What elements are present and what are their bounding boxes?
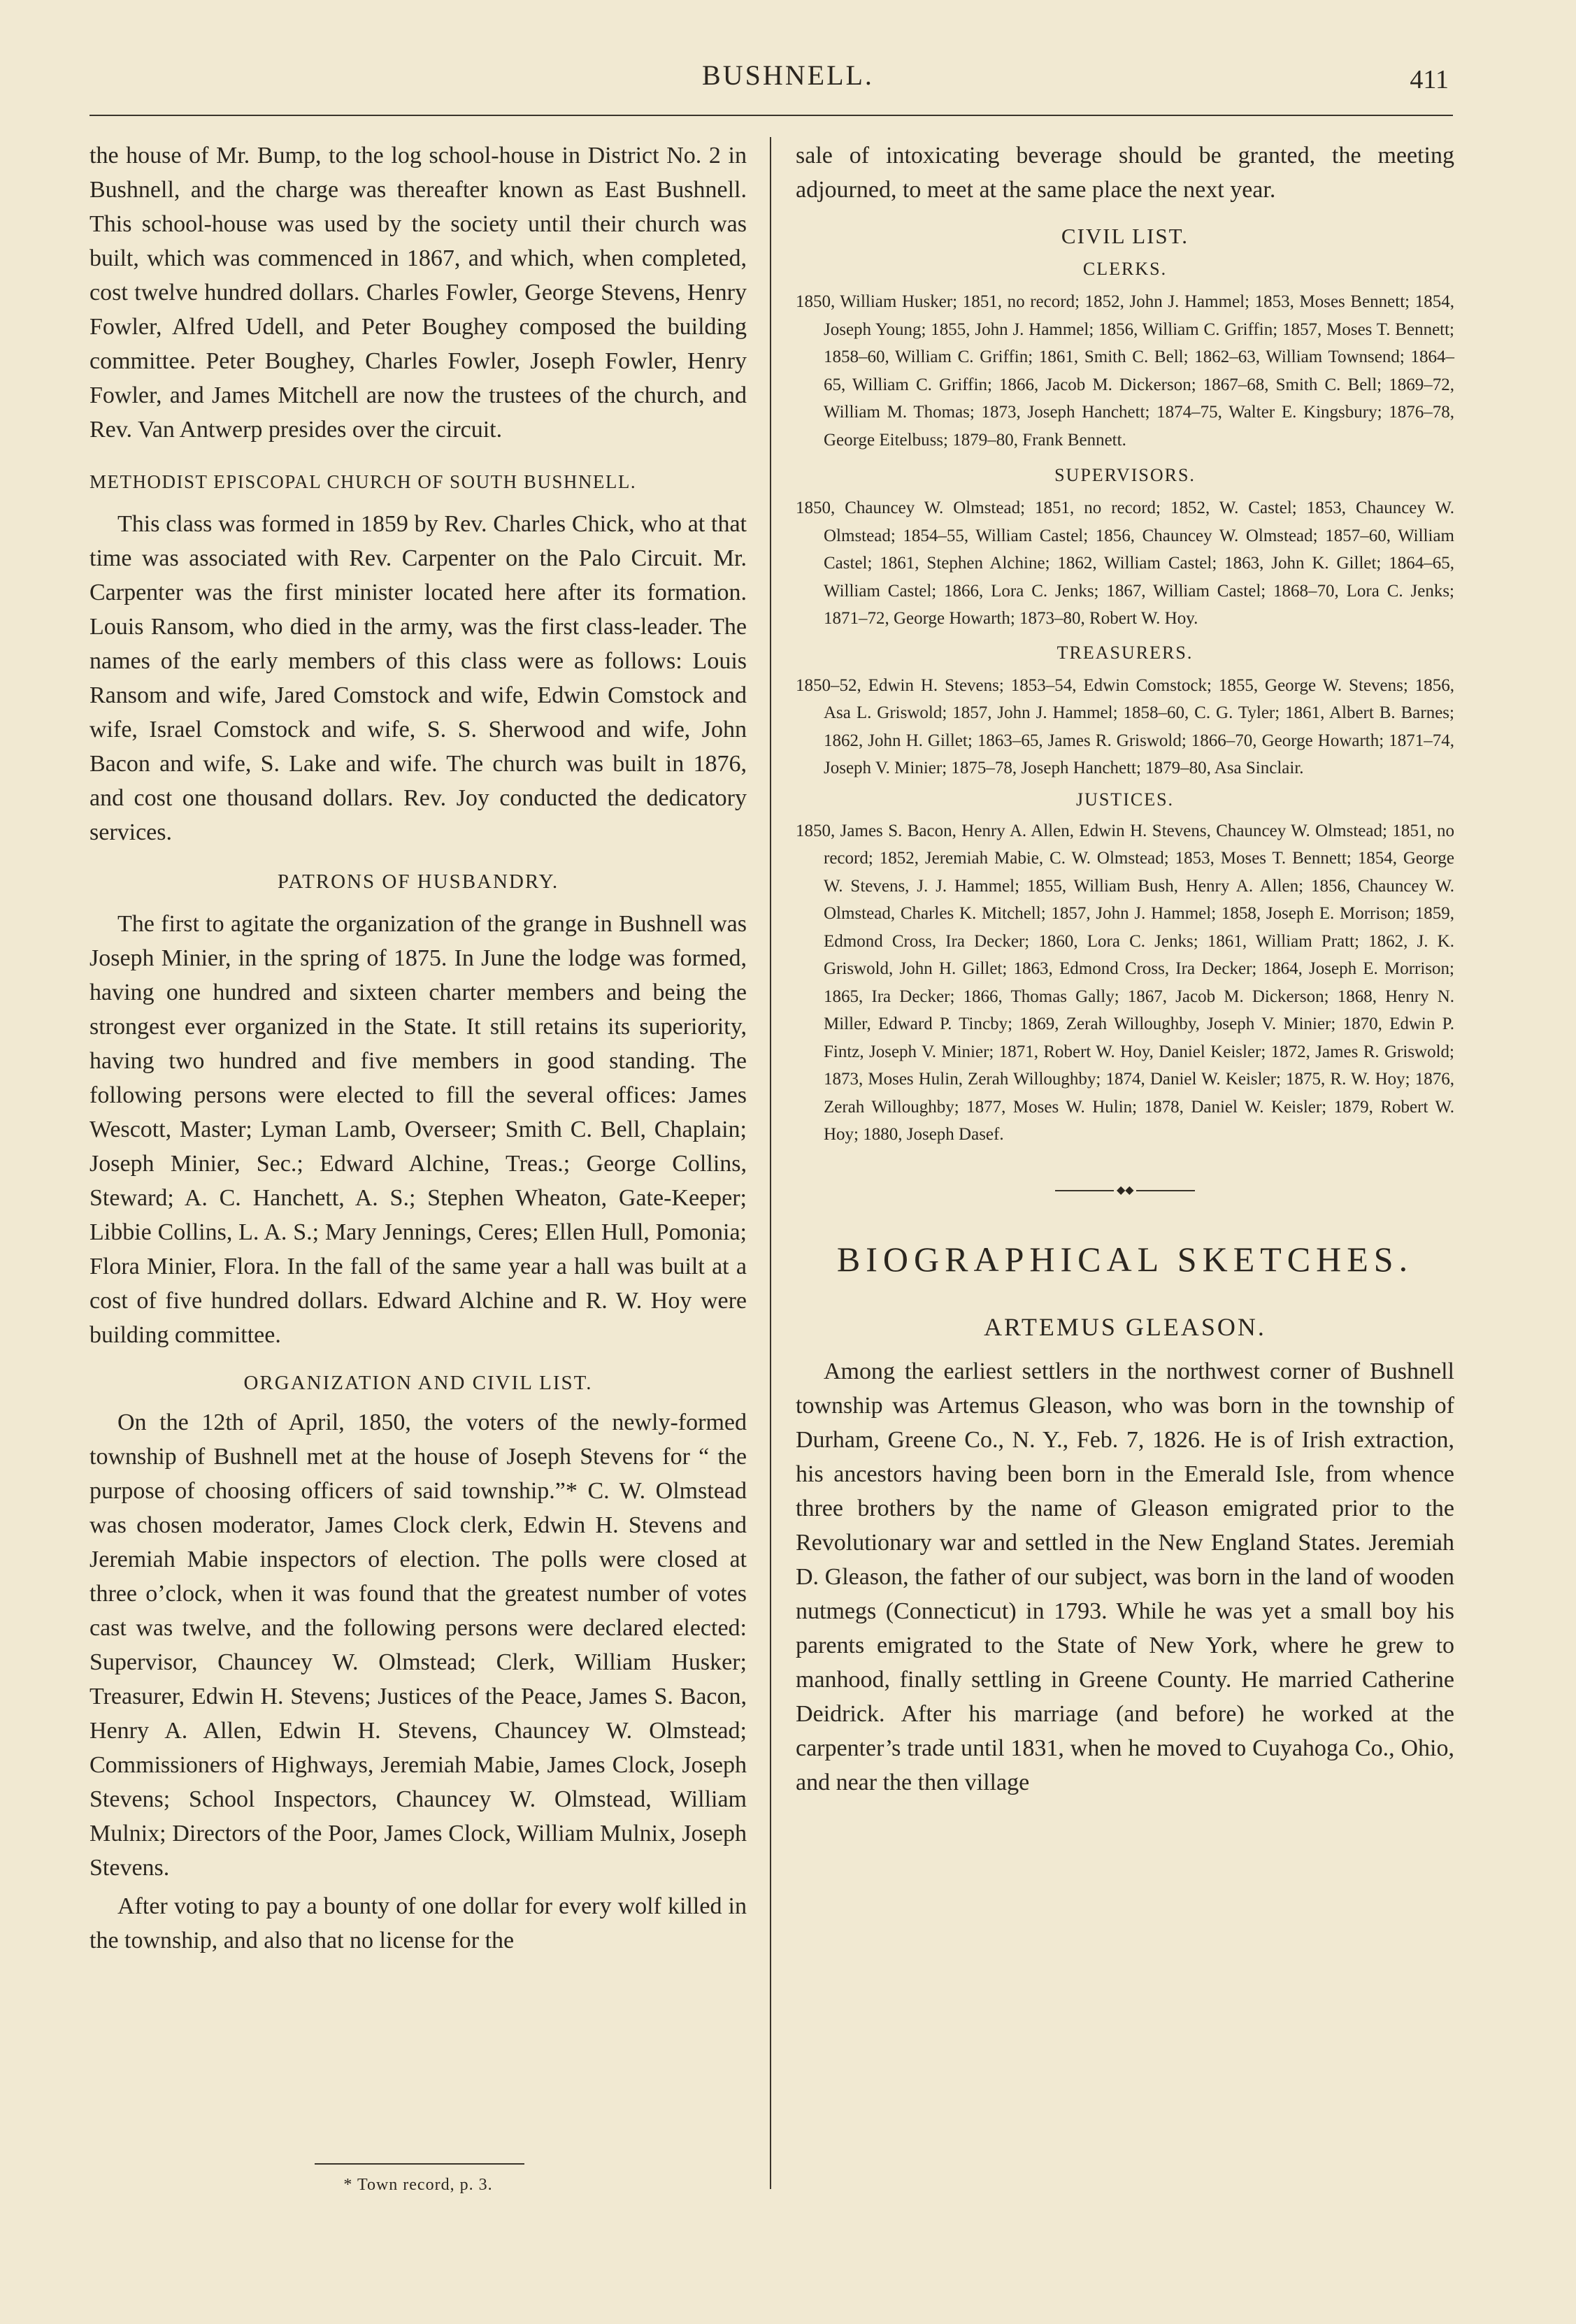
- running-header-title: BUSHNELL.: [702, 59, 874, 91]
- section-ornament: [1055, 1184, 1195, 1198]
- heading-biographical-sketches: BIOGRAPHICAL SKETCHES.: [836, 1239, 1414, 1279]
- heading-civil-list: CIVIL LIST.: [1061, 224, 1189, 248]
- ornament-line-left: [1055, 1190, 1114, 1191]
- paragraph-grange: The first to agitate the organization of the grange in Bushnell was Joseph Minier, in the spring of 1875. In June the lodge was formed, having one hundred and sixteen charter members and being the strongest ever organized in the State. It still retains its superiority, having two hundred and five members in good standing. The following persons were elected to fill the several offices: James Wescott, Master; Lyman Lamb, Overseer; Smith C. Bell, Chaplain; Joseph Minier, Sec.; Edward Alchine, Treas.; George Collins, Steward; A. C. Hanchett, A. S.; Stephen Wheaton, Gate-Keeper; Libbie Collins, L. A. S.; Mary Jennings, Ceres; Ellen Hull, Pomonia; Flora Minier, Flora. In the fall of the same year a hall was built at a cost of five hundred dollars. Edward Alchine and R. W. Hoy were building committee.: [89, 911, 747, 1348]
- heading-clerks: CLERKS.: [1082, 259, 1168, 279]
- heading-artemus-gleason: ARTEMUS GLEASON.: [984, 1312, 1266, 1341]
- paragraph-methodist-class: This class was formed in 1859 by Rev. Charles Chick, who at that time was associated with Rev. Carpenter on the Palo Circuit. Mr. Carpenter was the first minister located here after its formation. Louis Ransom, who died in the army, was the first class-leader. The names of the early members of this class were as follows: Louis Ransom and wife, Jared Comstock and wife, Edwin Comstock and wife, Israel Comstock and wife, S. S. Sherwood and wife, John Bacon and wife, S. Lake and wife. The church was built in 1876, and cost one thousand dollars. Rev. Joy conducted the dedicatory services.: [89, 511, 747, 845]
- list-treasurers: 1850–52, Edwin H. Stevens; 1853–54, Edwin Comstock; 1855, George W. Stevens; 1856, Asa L. Griswold; 1857, John J. Hammel; 1858–60, C. G. Tyler; 1861, Albert B. Barnes; 1862, John H. Gillet; 1863–65, James R. Griswold; 1866–70, George Howarth; 1871–74, Joseph V. Minier; 1875–78, Joseph Hanchett; 1879–80, Asa Sinclair.: [796, 675, 1454, 777]
- heading-patrons-of-husbandry: PATRONS OF HUSBANDRY.: [277, 870, 559, 893]
- ornament-line-right: [1136, 1190, 1195, 1191]
- list-justices: 1850, James S. Bacon, Henry A. Allen, Edwin H. Stevens, Chauncey W. Olmstead; 1851, no record; 1852, Jeremiah Mabie, C. W. Olmstead; 1853, Moses T. Bennett; 1854, George W. Stevens, J. J. Hammel; 1855, William Bush, Henry A. Allen; 1856, Chauncey W. Olmstead, Charles K. Mitchell; 1857, John J. Hammel; 1858, Joseph E. Morrison; 1859, Edmond Cross, Ira Decker; 1860, Lora C. Jenks; 1861, William Pratt; 1862, J. K. Griswold, John H. Gillet; 1863, Edmond Cross, Ira Decker; 1864, Joseph E. Morrison; 1865, Ira Decker; 1866, Thomas Gally; 1867, Jacob M. Dickerson; 1868, Henry N. Miller, Edward P. Tincby; 1869, Zerah Willoughby, Joseph V. Minier; 1870, Edwin P. Fintz, Joseph V. Minier; 1871, Robert W. Hoy, Daniel Keisler; 1872, James R. Griswold; 1873, Moses Hulin, Zerah Willoughby; 1874, Daniel W. Keisler; 1875, R. W. Hoy; 1876, Zerah Willoughby; 1877, Moses W. Hulin; 1878, Daniel W. Keisler; 1879, Robert W. Hoy; 1880, Joseph Dasef.: [796, 821, 1454, 1144]
- paragraph-east-bushnell: the house of Mr. Bump, to the log school-house in District No. 2 in Bushnell, and the charge was thereafter known as East Bushnell. This school-house was used by the society until their church was built, which was commenced in 1867, and which, when completed, cost twelve hundred dollars. Charles Fowler, George Stevens, Henry Fowler, Alfred Udell, and Peter Boughey composed the building committee. Peter Boughey, Charles Fowler, Joseph Fowler, Henry Fowler, and James Mitchell are now the trustees of the church, and Rev. Van Antwerp presides over the circuit.: [89, 143, 747, 443]
- paragraph-artemus-gleason: Among the earliest settlers in the northwest corner of Bushnell township was Artemus Gleason, who was born in the township of Durham, Greene Co., N. Y., Feb. 7, 1826. He is of Irish extraction, his ancestors having been born in the Emerald Isle, from whence three brothers by the name of Gleason emigrated prior to the Revolutionary war and settled in the New England States. Jeremiah D. Gleason, the father of our subject, was born in the land of wooden nutmegs (Connecticut) in 1793. While he was yet a small boy his parents emigrated to the State of New York, where he grew to manhood, finally settling in Greene County. He married Catherine Deidrick. After his marriage (and before) he worked at the carpenter’s trade until 1831, when he moved to Cuyahoga Co., Ohio, and near the then village: [796, 1358, 1454, 1795]
- heading-methodist-church: METHODIST EPISCOPAL CHURCH OF SOUTH BUSHNELL.: [89, 471, 637, 492]
- heading-organization-civil-list: ORGANIZATION AND CIVIL LIST.: [243, 1372, 593, 1394]
- page-number: 411: [1410, 65, 1449, 94]
- header-rule: [89, 115, 1453, 116]
- list-supervisors: 1850, Chauncey W. Olmstead; 1851, no record; 1852, W. Castel; 1853, Chauncey W. Olmstead; 1854–55, William Castel; 1856, Chauncey W. Olmstead; 1857–60, William Castel; 1861, Stephen Alchine; 1862, William Castel; 1863, John K. Gillet; 1864–65, William Castel; 1866, Lora C. Jenks; 1867, William Castel; 1868–70, Lora C. Jenks; 1871–72, George Howarth; 1873–80, Robert W. Hoy.: [796, 498, 1454, 628]
- column-divider: [770, 137, 771, 2189]
- paragraph-meeting-adjourned: sale of intoxicating beverage should be granted, the meeting adjourned, to meet at the same place the next year.: [796, 143, 1454, 203]
- ornament-center-mark: ◆◆: [1117, 1184, 1134, 1196]
- paragraph-first-election: On the 12th of April, 1850, the voters of the newly-formed township of Bushnell met at the house of Joseph Stevens for “ the purpose of choosing officers of said township.”* C. W. Olmstead was chosen moderator, James Clock clerk, Edwin H. Stevens and Jeremiah Mabie inspectors of election. The polls were closed at three o’clock, when it was found that the greatest number of votes cast was twelve, and the following persons were declared elected: Supervisor, Chauncey W. Olmstead; Clerk, William Husker; Treasurer, Edwin H. Stevens; Justices of the Peace, James S. Bacon, Henry A. Allen, Edwin H. Stevens, Chauncey W. Olmstead; Commissioners of Highways, Jeremiah Mabie, James Clock, Joseph Stevens; School Inspectors, Chauncey W. Olmstead, William Mulnix; Directors of the Poor, James Clock, William Mulnix, Joseph Stevens.: [89, 1410, 747, 1881]
- paragraph-wolf-bounty: After voting to pay a bounty of one dollar for every wolf killed in the township, and also that no license for the: [89, 1893, 747, 1953]
- footnote-rule: [315, 2163, 524, 2165]
- left-column: [89, 134, 747, 1958]
- heading-supervisors: SUPERVISORS.: [1054, 465, 1196, 485]
- footnote: * Town record, p. 3.: [343, 2176, 493, 2194]
- right-column: [796, 134, 1454, 1800]
- heading-justices: JUSTICES.: [1075, 789, 1175, 810]
- list-clerks: 1850, William Husker; 1851, no record; 1852, John J. Hammel; 1853, Moses Bennett; 1854, Joseph Young; 1855, John J. Hammel; 1856, William C. Griffin; 1857, Moses T. Bennett; 1858–60, William C. Griffin; 1861, Smith C. Bell; 1862–63, William Townsend; 1864–65, William C. Griffin; 1866, Jacob M. Dickerson; 1867–68, Smith C. Bell; 1869–72, William M. Thomas; 1873, Joseph Hanchett; 1874–75, Walter E. Kingsbury; 1876–78, George Eitelbuss; 1879–80, Frank Bennett.: [796, 292, 1454, 450]
- heading-treasurers: TREASURERS.: [1056, 642, 1194, 663]
